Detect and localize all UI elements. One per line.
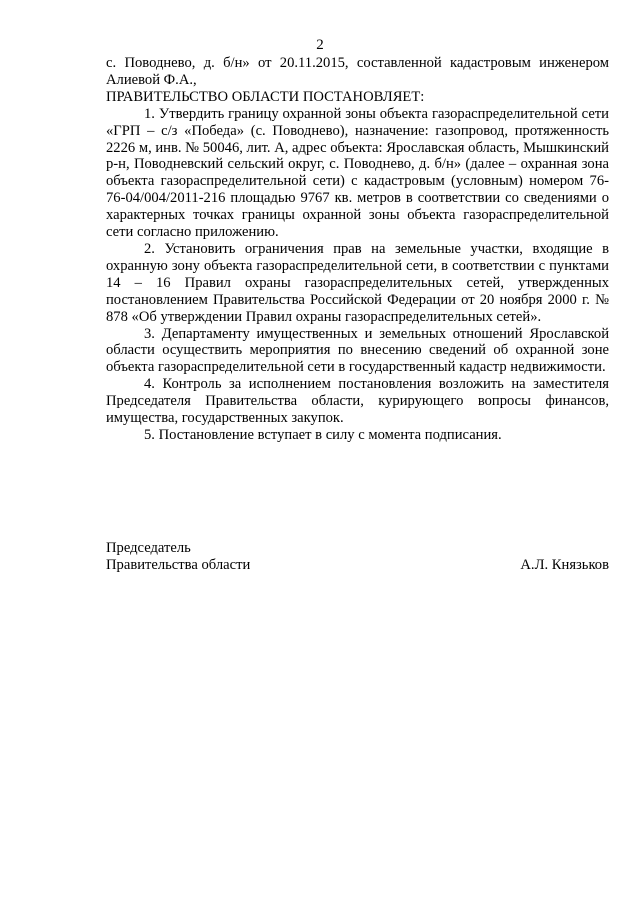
signature-line: [106, 557, 609, 574]
resolution-item-2: 2. Установить ограничения прав на земельные участки, входящие в охранную зону объекта газораспределительной сети, в соответствии с пунктами 14 – 16 Правил охраны газораспределительных сетей, утвержденных постановлением Правительства Российской Федерации от 20 ноября 2000 г. № 878 «Об утверждении Правил охраны газораспределительных сетей».: [106, 240, 609, 325]
resolution-header: ПРАВИТЕЛЬСТВО ОБЛАСТИ ПОСТАНОВЛЯЕТ:: [106, 88, 425, 105]
page-number: 2: [316, 37, 324, 53]
opening-paragraph: с. Поводнево, д. б/н» от 20.11.2015, составленной кадастровым инженером Алиевой Ф.А.,: [106, 55, 609, 88]
resolution-item-3: 3. Департаменту имущественных и земельных отношений Ярославской области осуществить мероприятия по внесению сведений об охранной зоне объекта газораспределительной сети в государственный кадастр недвижимости.: [106, 325, 609, 376]
resolution-item-1: 1. Утвердить границу охранной зоны объекта газораспределительной сети «ГРП – с/з «Победа» (с. Поводнево), назначение: газопровод, протяженность 2226 м, инв. № 50046, лит. А, адрес объекта: Ярославская область, Мышкинский р-н, Поводневский сельский округ, с. Поводнево, д. б/н» (далее – охранная зона объекта газораспределительной сети) с кадастровым (условным) номером 76-76-04/004/2011-216 площадью 9767 кв. метров в соответствии со сведениями о характерных точках границы охранной зоны объекта газораспределительной сети согласно приложению.: [106, 105, 609, 241]
document-body: [106, 55, 609, 444]
signatory-title-line-1: Председатель: [106, 540, 191, 556]
resolution-item-5: 5. Постановление вступает в силу с момента подписания.: [144, 426, 502, 443]
signature-block: [106, 540, 609, 574]
resolution-item-4: 4. Контроль за исполнением постановления возложить на заместителя Председателя Правительства области, курирующего вопросы финансов, имущества, государственных закупок.: [106, 376, 609, 427]
signatory-name: А.Л. Князьков: [520, 557, 609, 573]
signatory-title-line-2: Правительства области: [106, 557, 251, 573]
